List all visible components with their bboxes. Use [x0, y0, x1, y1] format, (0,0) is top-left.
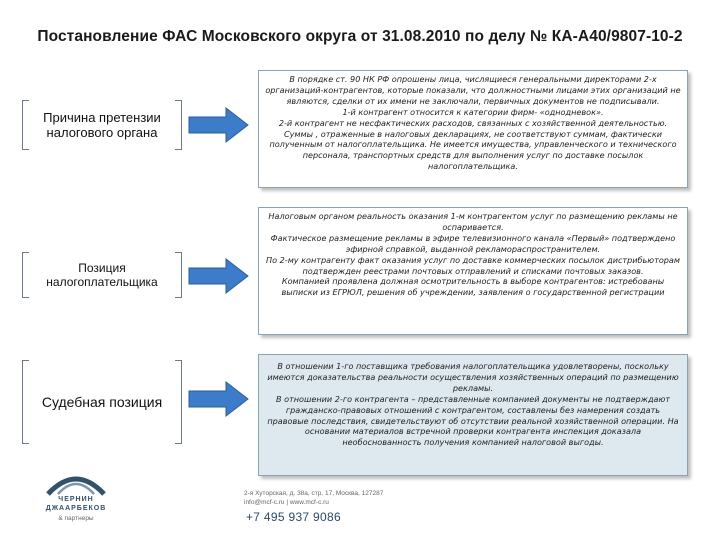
panel-paragraph: В порядке ст. 90 НК РФ опрошены лица, числящиеся генеральными директорами 2-х организаций-контрагентов, которые показали, что должностными лицами этих организаций не являются, сделки от их имени не заключали, первичных документов не подписывали.	[265, 74, 681, 106]
panel-paragraph: В отношении 2-го контрагента – представленные компанией документы не подтверждают гражданско-правовых отношений с контрагентом, составлены без намерения создать правовые последствия, свидетельствуют об отсутствии реальной хозяйственной операции. На основании материалов встречной проверки контрагента инспекция доказала необоснованность получения компанией налоговой выгоды.	[267, 393, 679, 448]
left-bracket	[22, 252, 29, 298]
arrow-right-icon	[188, 380, 250, 418]
logo-text: & партнеры	[58, 515, 94, 522]
panel-paragraph: Компанией проявлена должная осмотрительность в выборе контрагентов: истребованы выписки из ЕГРЮЛ, решения об учреждении, заявления о государственной регистрации	[281, 276, 665, 298]
page-title: Постановление ФАС Московского округа от 31.08.2010 по делу № КА-А40/9807-10-2	[37, 28, 683, 45]
company-logo	[28, 468, 124, 526]
arrow-right-icon	[188, 257, 250, 295]
panel-paragraph: По 2-му контрагенту факт оказания услуг по доставке коммерческих посылок дистрибьюторам подтвержден реестрами почтовых отправлений и списками почтовых заказов.	[266, 254, 680, 276]
section-label-text: Позиция налогоплательщика	[46, 261, 158, 289]
arrow-right-icon	[188, 106, 250, 144]
logo-text: ЧЕРНИН	[58, 496, 94, 503]
section-label-text: Судебная позиция	[41, 394, 163, 410]
claim-reason-panel	[258, 70, 688, 188]
panel-paragraph: В отношении 1-го поставщика требования налогоплательщика удовлетворены, поскольку имеются доказательства реальности осуществления хозяйственных операций по размещению рекламы.	[267, 361, 679, 393]
right-bracket	[175, 360, 182, 444]
phone-number[interactable]: +7 495 937 9086	[246, 510, 341, 524]
section-label-text: Причина претензии налогового органа	[43, 110, 161, 140]
panel-paragraph: Налоговым органом реальность оказания 1-м контрагентом услуг по размещению рекламы не оспаривается.	[268, 211, 678, 232]
logo-text: ДЖААРБЕКОВ	[45, 505, 107, 512]
panel-paragraph: 2-й контрагент не несфактических расходов, связанных с хозяйственной деятельностью. Суммы , отраженные в налоговых декларациях, не соответствуют суммам, фактически полученным от налогоплательщика. Не имеется имущества, управленческого и технического персонала, транспортных средств для выполнения услуг по доставке посылок налогоплательщика.	[269, 117, 677, 172]
taxpayer-position-panel	[258, 207, 688, 335]
panel-paragraph: 1-й контрагент относится к категории фирм- «однодневок».	[342, 106, 604, 117]
contacts-block	[244, 490, 464, 507]
section-label-taxpayer-position	[22, 252, 182, 298]
left-bracket	[22, 360, 29, 444]
email-website[interactable]: info@mcf-c.ru | www.mcf-c.ru	[244, 498, 329, 506]
logo-arc-icon	[28, 468, 124, 496]
address: 2-я Хуторская, д. 38а, стр. 17, Москва, 127287	[244, 490, 384, 497]
section-label-claim-reason	[22, 100, 182, 150]
right-bracket	[175, 252, 182, 298]
court-position-panel	[258, 354, 688, 476]
right-bracket	[175, 100, 182, 150]
panel-paragraph: Фактическое размещение рекламы в эфире телевизионного канала «Первый» подтверждено эфирной справкой, выданной рекламораспространителем.	[270, 232, 676, 254]
section-label-court-position	[22, 360, 182, 444]
left-bracket	[22, 100, 29, 150]
